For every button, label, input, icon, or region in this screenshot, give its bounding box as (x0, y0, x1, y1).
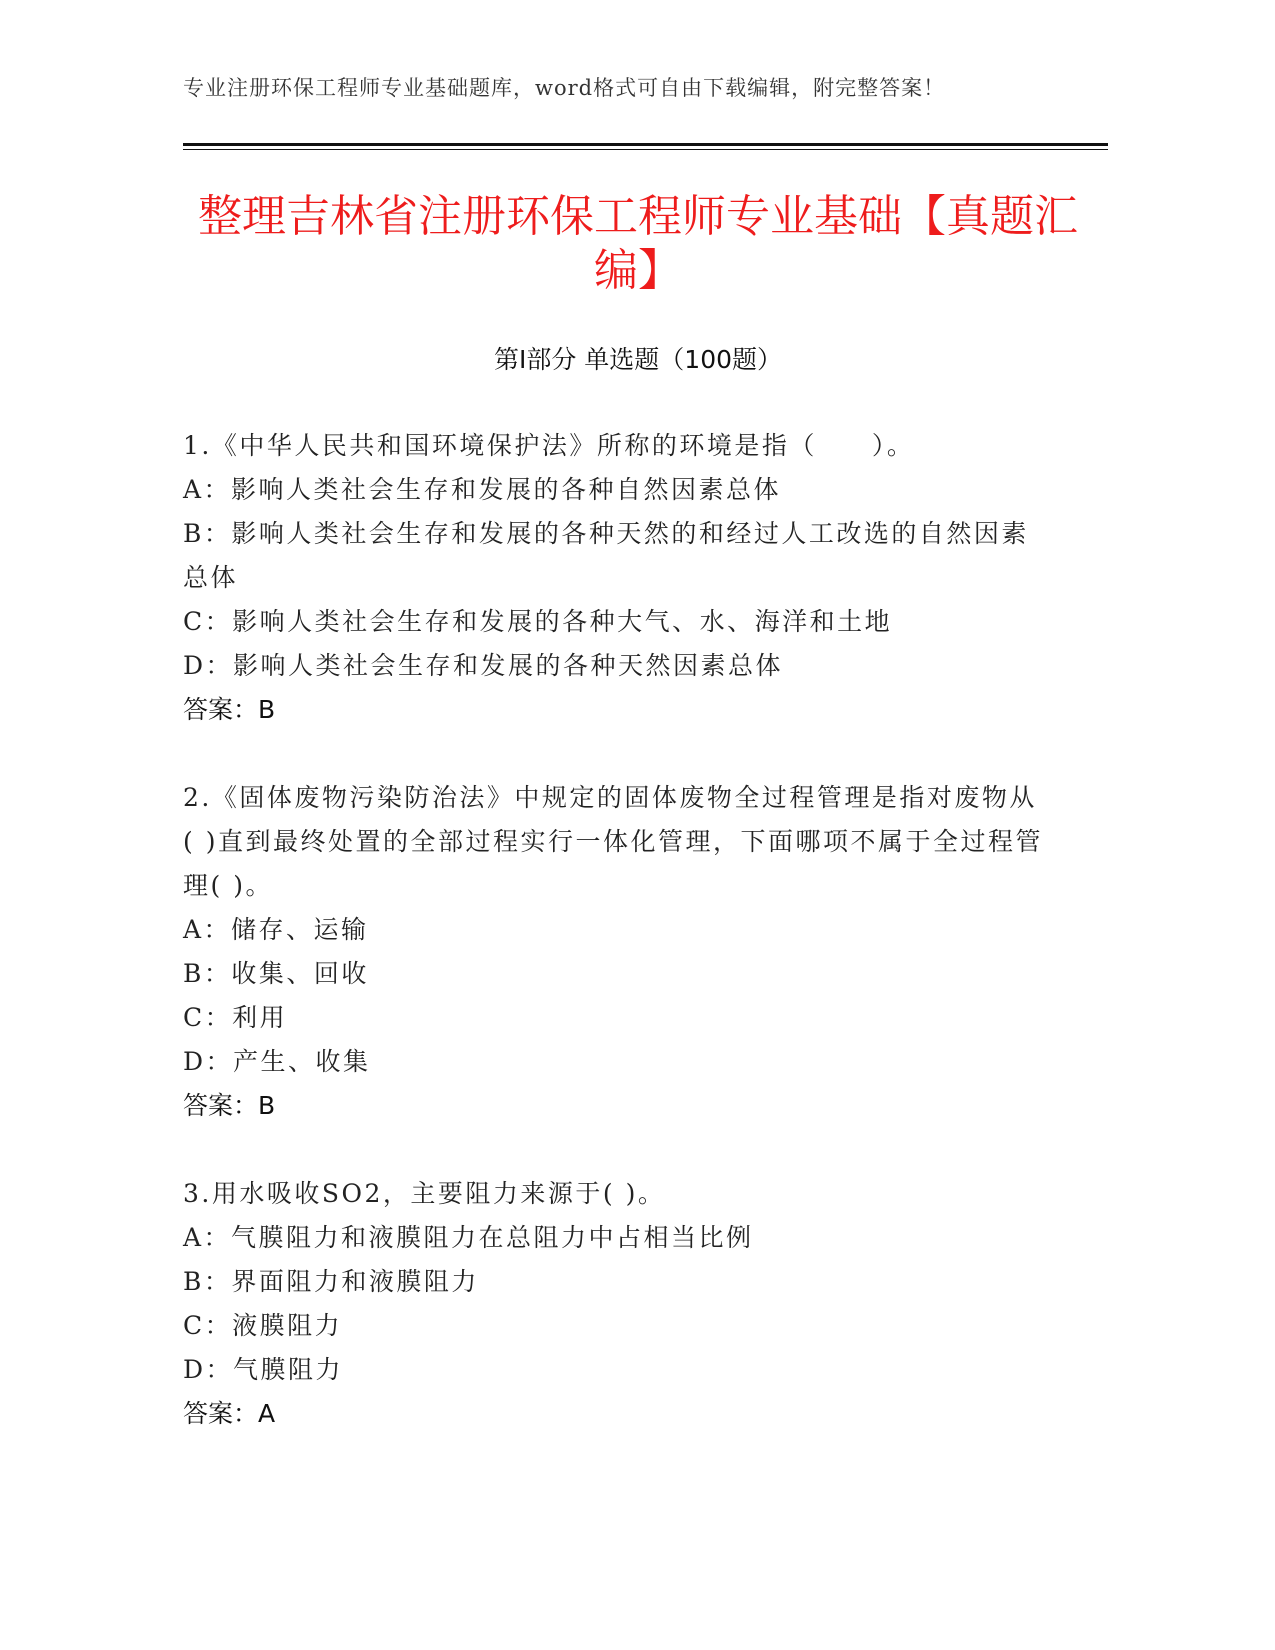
answer-line: 答案：B (183, 695, 276, 724)
option-c: C：影响人类社会生存和发展的各种大气、水、海洋和土地 (183, 607, 893, 636)
option-a: A：气膜阻力和液膜阻力在总阻力中占相当比例 (183, 1223, 754, 1252)
option-b: B：界面阻力和液膜阻力 (183, 1267, 479, 1296)
section-heading: 第Ⅰ部分 单选题（100题） (493, 345, 783, 374)
option-a: A：储存、运输 (183, 915, 369, 944)
header-rule-thin (183, 149, 1108, 150)
document-title: 整理吉林省注册环保工程师专业基础【真题汇编】 (198, 191, 1078, 296)
answer-line: 答案：A (183, 1399, 276, 1428)
answer-line: 答案：B (183, 1091, 276, 1120)
question-list (183, 424, 1043, 1480)
option-b: B：影响人类社会生存和发展的各种天然的和经过人工改选的自然因素总体 (183, 519, 1029, 592)
page-header: 专业注册环保工程师专业基础题库，word格式可自由下载编辑，附完整答案！ (183, 76, 946, 100)
option-d: D：气膜阻力 (183, 1355, 344, 1384)
option-d: D：影响人类社会生存和发展的各种天然因素总体 (183, 651, 784, 680)
option-d: D：产生、收集 (183, 1047, 371, 1076)
question-3 (183, 1172, 1043, 1436)
question-stem: 3.用水吸收SO2，主要阻力来源于( )。 (183, 1179, 666, 1208)
option-c: C：液膜阻力 (183, 1311, 343, 1340)
question-1 (183, 424, 1043, 732)
question-stem: 2.《固体废物污染防治法》中规定的固体废物全过程管理是指对废物从( )直到最终处置的全部过程实行一体化管理，下面哪项不属于全过程管理( )。 (183, 783, 1043, 900)
option-a: A：影响人类社会生存和发展的各种自然因素总体 (183, 475, 782, 504)
option-c: C：利用 (183, 1003, 288, 1032)
question-stem: 1.《中华人民共和国环境保护法》所称的环境是指（ ）。 (183, 431, 915, 460)
question-2 (183, 776, 1043, 1128)
option-b: B：收集、回收 (183, 959, 369, 988)
header-rule-thick (183, 143, 1108, 146)
